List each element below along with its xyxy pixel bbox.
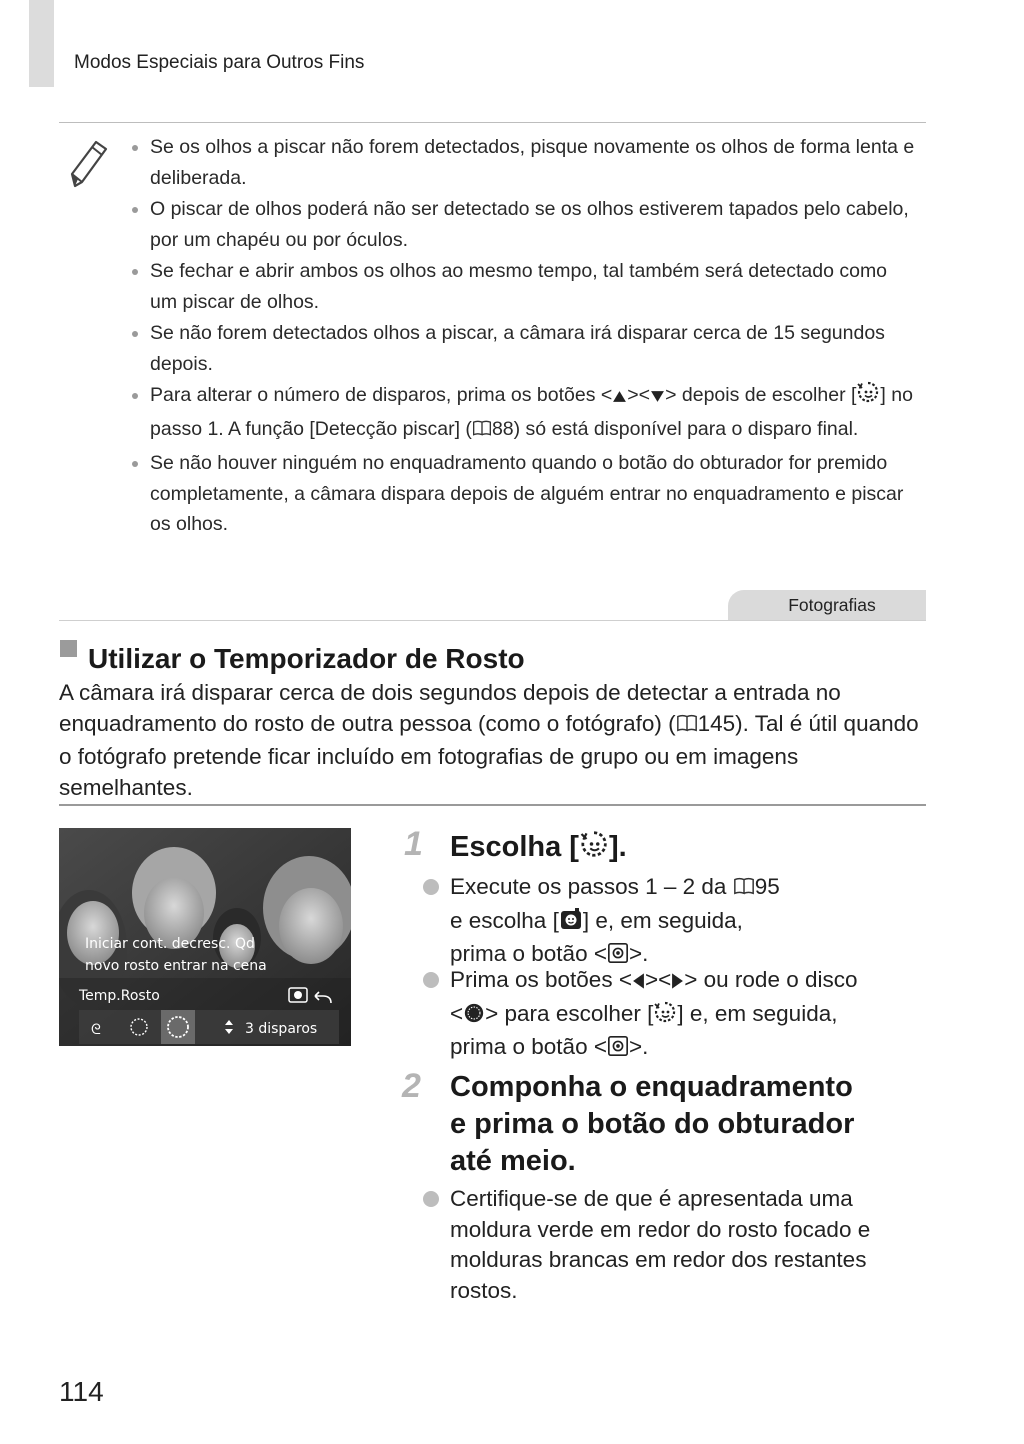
note-text: Se não houver ninguém no enquadramento quando o botão do obturador for premido completamente, a câmara dispara depois de alguém entrar no enquadramento e piscar os olhos. xyxy=(150,452,904,535)
right-arrow-icon xyxy=(671,968,684,999)
step-number: 1 xyxy=(404,825,423,863)
page-number: 114 xyxy=(59,1376,104,1407)
running-header: Modos Especiais para Outros Fins xyxy=(74,52,365,73)
note-text: Se fechar e abrir ambos os olhos ao mesmo tempo, tal também será detectado como um piscar de olhos. xyxy=(150,260,888,313)
notes-list xyxy=(126,132,916,541)
face-timer-icon xyxy=(579,829,609,869)
list-item xyxy=(126,194,916,255)
page-ref: 95 xyxy=(754,874,780,899)
bullet-dot xyxy=(423,1191,439,1207)
section-title: Utilizar o Temporizador de Rosto xyxy=(88,643,525,674)
screen-message-line1: Iniciar cont. decresc. Qd xyxy=(85,936,255,952)
step-title: Componha o enquadramento e prima o botão do obturador até meio. xyxy=(450,1071,855,1177)
note-text: Se não forem detectados olhos a piscar, a câmara irá disparar cerca de 15 segundos depois. xyxy=(150,322,885,375)
list-item xyxy=(126,256,916,317)
screen-mode-label: Temp.Rosto xyxy=(79,988,160,1004)
page-ref: 145 xyxy=(697,710,736,736)
face-timer-icon xyxy=(856,380,880,414)
screen-message-line2: novo rosto entrar na cena xyxy=(85,958,267,974)
list-item xyxy=(126,132,916,193)
book-icon xyxy=(472,417,492,448)
side-tab xyxy=(29,0,54,87)
page-ref: 88 xyxy=(491,417,514,440)
note-text: Se os olhos a piscar não forem detectados, pisque novamente os olhos de forma lenta e deliberada. xyxy=(150,136,915,189)
func-set-icon xyxy=(607,1035,629,1066)
book-icon xyxy=(676,712,698,743)
step-bullet: Certifique-se de que é apresentada uma moldura verde em redor do rosto focado e molduras brancas em redor dos restantes rostos. xyxy=(450,1186,871,1303)
step-title: Escolha [ ]. xyxy=(450,829,627,869)
control-dial-icon xyxy=(463,1002,485,1033)
bullet-dot xyxy=(423,972,439,988)
mode-face-icon xyxy=(559,907,583,940)
step-bullet: Prima os botões < >< > ou rode o disco < > para escolher [ ] e, em seguida, prima o botão < >. xyxy=(450,965,930,1066)
camera-screen-photo xyxy=(59,828,351,1046)
list-item xyxy=(126,318,916,379)
left-arrow-icon xyxy=(632,968,645,999)
step-number: 2 xyxy=(402,1067,421,1105)
list-item xyxy=(126,448,916,540)
step-bullet: Execute os passos 1 – 2 da 95 e escolha [ ] e, em seguida, prima o botão < >. xyxy=(450,872,920,973)
top-rule xyxy=(59,122,926,123)
section-rule xyxy=(59,804,926,806)
section-intro: A câmara irá disparar cerca de dois segundos depois de detectar a entrada no enquadramento do rosto de outra pessoa (como o fotógrafo) ( 145). Tal é útil quando o fotógrafo pretende ficar incluído em fotografias de grupo ou em imagens semelhantes. xyxy=(59,680,919,800)
list-item: Para alterar o número de disparos, prima os botões < >< > depois de escolher [ ] no passo 1. A função [Detecção piscar] ( 88) só está disponível para o disparo final. xyxy=(126,380,916,447)
tag-rule xyxy=(59,620,926,621)
down-arrow-icon xyxy=(650,383,665,414)
section-marker xyxy=(60,640,77,657)
up-arrow-icon xyxy=(612,383,627,414)
pencil-icon xyxy=(66,136,112,192)
book-icon xyxy=(733,875,755,906)
face-timer-icon xyxy=(653,1000,677,1033)
screen-shot-count: 3 disparos xyxy=(245,1021,318,1037)
bullet-dot xyxy=(423,879,439,895)
category-tag: Fotografias xyxy=(728,590,926,620)
timer-option-icon: ᘓ xyxy=(91,1022,101,1038)
note-text: O piscar de olhos poderá não ser detectado se os olhos estiverem tapados pelo cabelo, por um chapéu ou por óculos. xyxy=(150,198,909,251)
